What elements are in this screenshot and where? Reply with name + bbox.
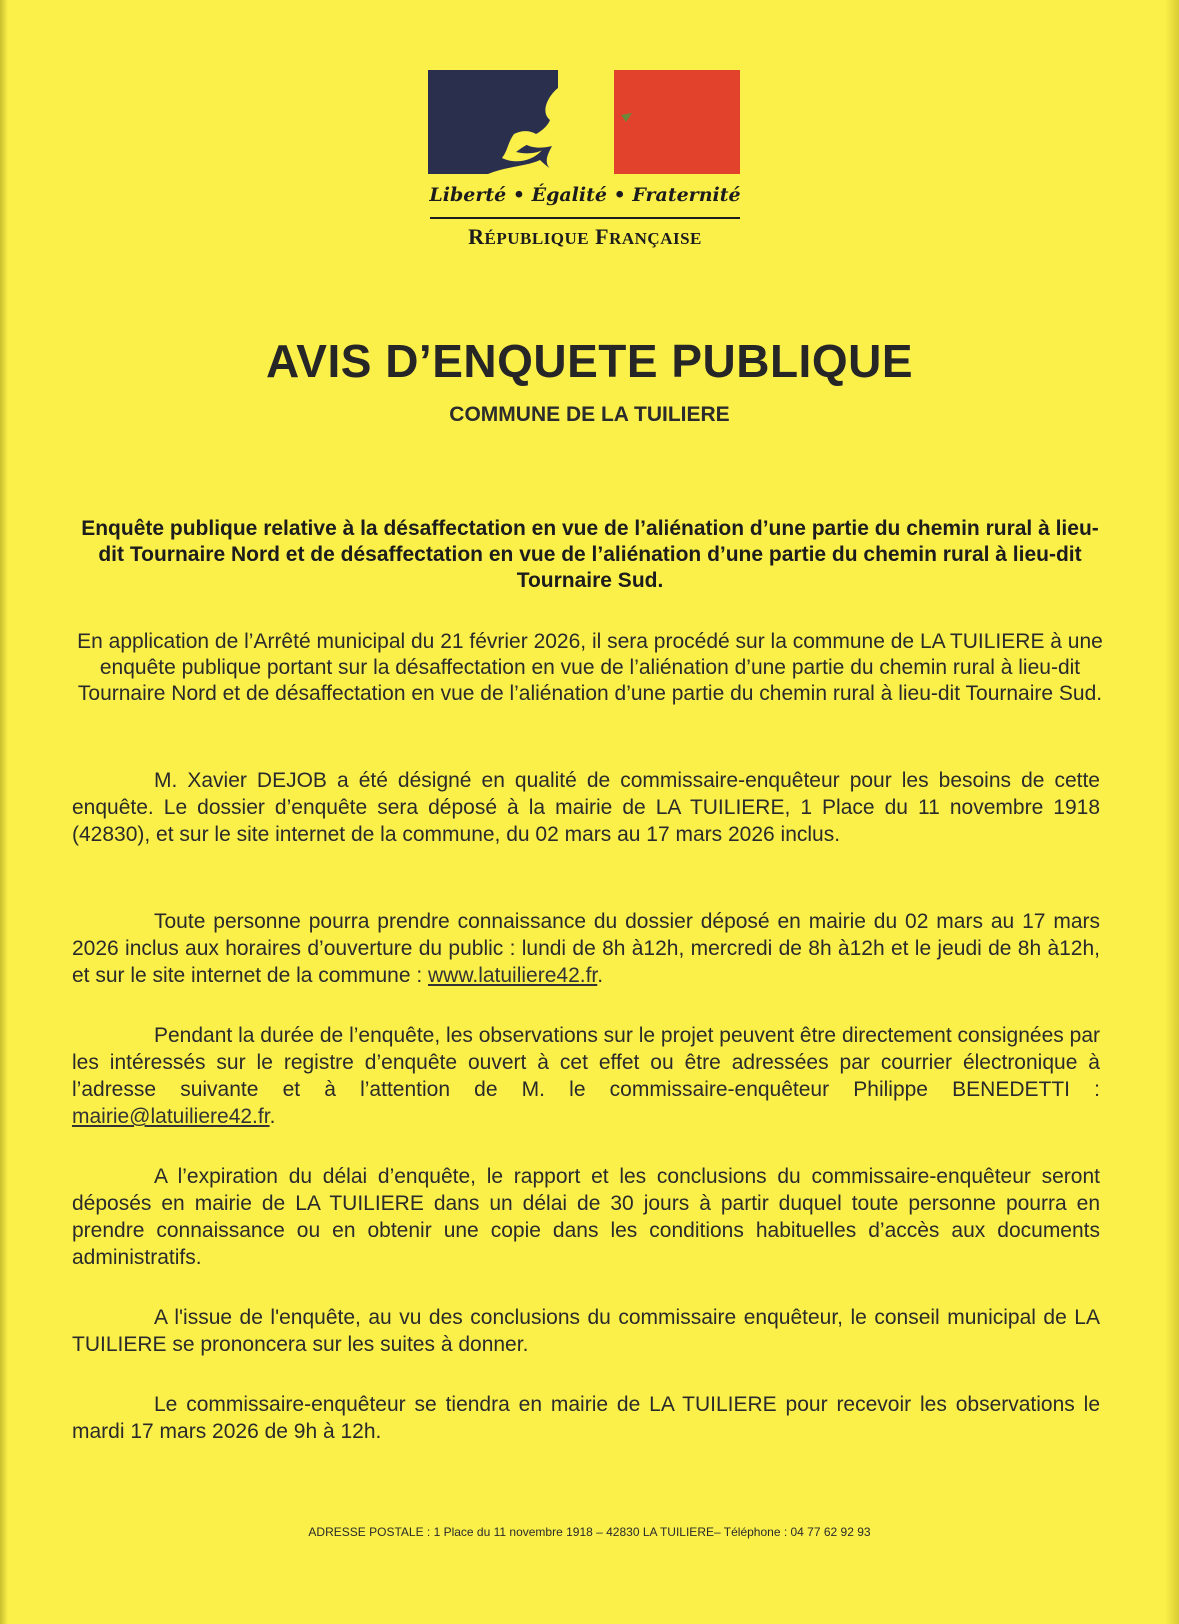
consultation-text: Toute personne pourra prendre connaissance du dossier déposé en mairie du 02 mars au 17 mars 2026 inclus aux horaires d’ouverture du public : lundi de 8h à12h, mercredi de 8h à12h et le jeudi de 8h à12h, et sur le site internet de la commune :	[72, 910, 1100, 987]
republique-francaise-label	[400, 224, 770, 250]
observations-paragraph: Pendant la durée de l’enquête, les observations sur le projet peuvent être directement consignées par les intéressés sur le registre d’enquête ouvert à cet effet ou être adressées par courrier électronique à l’adresse suivante et à l’attention de M. le commissaire-enquêteur Philippe BENEDETTI : mairie@latuiliere42.fr.	[72, 1024, 1100, 1128]
commissioner-paragraph: M. Xavier DEJOB a été désigné en qualité de commissaire-enquêteur pour les besoins de cette enquête. Le dossier d’enquête sera déposé à la mairie de LA TUILIERE, 1 Place du 11 novembre 1918 (42830), et sur le site internet de la commune, du 02 mars au 17 mars 2026 inclus.	[72, 769, 1100, 846]
marianne-logo	[428, 70, 740, 174]
republic-motto: Liberté • Égalité • Fraternité	[429, 184, 741, 206]
permanence-paragraph: Le commissaire-enquêteur se tiendra en mairie de LA TUILIERE pour recevoir les observations le mardi 17 mars 2026 de 9h à 12h.	[72, 1393, 1100, 1443]
observations-text: Pendant la durée de l’enquête, les observations sur le projet peuvent être directement consignées par les intéressés sur le registre d’enquête ouvert à cet effet ou être adressées par courrier électronique à l’adresse suivante et à l’attention de M. le commissaire-enquêteur Philippe BENEDETTI :	[72, 1024, 1100, 1101]
intro-paragraph: En application de l’Arrêté municipal du 21 février 2026, il sera procédé sur la commune de LA TUILIERE à une enquête publique portant sur la désaffectation en vue de l’aliénation d’une partie du chemin rural à lieu-dit Tournaire Nord et de désaffectation en vue de l’aliénation d’une partie du chemin rural à lieu-dit Tournaire Sud.	[77, 630, 1103, 705]
republic-word-1: ÉPUBLIQUE	[484, 229, 590, 248]
republic-word-2: RANÇAISE	[609, 229, 702, 248]
republic-initial-f: F	[595, 224, 610, 249]
page-title: AVIS D’ENQUETE PUBLIQUE	[265, 335, 914, 387]
republic-initial-r: R	[468, 224, 485, 249]
paper-edge-left	[0, 0, 8, 1624]
footer-address: ADRESSE POSTALE : 1 Place du 11 novembre 1918 – 42830 LA TUILIERE– Téléphone : 04 77 62 92 93	[308, 1525, 871, 1539]
website-link[interactable]: www.latuiliere42.fr	[428, 964, 598, 987]
paper-edge-right	[1165, 0, 1179, 1624]
report-paragraph: A l’expiration du délai d’enquête, le rapport et les conclusions du commissaire-enquêteur seront déposés en mairie de LA TUILIERE dans un délai de 30 jours à partir duquel toute personne pourra en prendre connaissance ou en obtenir une copie dans les conditions habituelles d’accès aux documents administratifs.	[72, 1165, 1100, 1269]
email-link[interactable]: mairie@latuiliere42.fr	[72, 1105, 270, 1128]
consultation-paragraph: Toute personne pourra prendre connaissance du dossier déposé en mairie du 02 mars au 17 mars 2026 inclus aux horaires d’ouverture du public : lundi de 8h à12h, mercredi de 8h à12h et le jeudi de 8h à12h, et sur le site internet de la commune : www.latuiliere42.fr.	[72, 910, 1100, 987]
council-paragraph: A l'issue de l'enquête, au vu des conclusions du commissaire enquêteur, le conseil municipal de LA TUILIERE se prononcera sur les suites à donner.	[72, 1306, 1100, 1356]
motto-divider	[430, 217, 740, 219]
commune-subtitle: COMMUNE DE LA TUILIERE	[449, 403, 730, 426]
inquiry-subject: Enquête publique relative à la désaffectation en vue de l’aliénation d’une partie du chemin rural à lieu-dit Tournaire Nord et de désaffectation en vue de l’aliénation d’une partie du chemin rural à lieu-dit Tournaire Sud.	[81, 517, 1099, 592]
